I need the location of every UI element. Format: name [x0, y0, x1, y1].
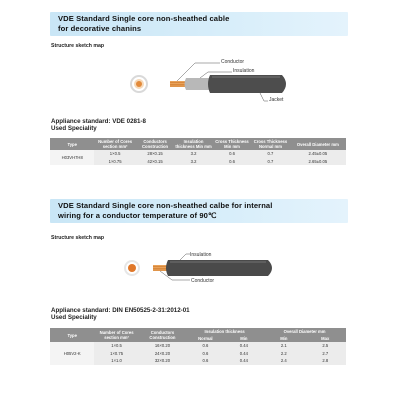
table-cell: 3.2	[174, 158, 212, 166]
table-row	[50, 357, 346, 365]
table-cell: 2.5	[305, 342, 346, 350]
section1-cross-section-conductor	[136, 81, 142, 87]
section1-callout-jacket: Jacket	[269, 97, 284, 103]
table-header-row	[50, 138, 346, 150]
header-cross-min: Cross Thickness Min mm	[213, 138, 251, 150]
header-insulation-min: Min	[225, 335, 263, 342]
header-cores: Number of Cores section mm²	[94, 138, 135, 150]
section1-standard-text: Appliance standard: VDE 0281-8	[51, 118, 146, 125]
table-cell: 1×0.5	[94, 342, 138, 350]
table-cell: 0.6	[186, 342, 224, 350]
section2-title-line1: VDE Standard Single core non-sheathed calbe for internal	[58, 201, 273, 210]
table-cell: 42×0.15	[136, 158, 174, 166]
section2-standard	[51, 307, 190, 322]
header-insulation: Insulation thickness Min mm	[175, 139, 212, 149]
table-cell: 0.6	[213, 158, 251, 166]
section2-title-banner	[50, 199, 348, 223]
table-cell: 1×0.75	[94, 350, 138, 358]
table-cell: 0.44	[225, 342, 263, 350]
section1-speciality-text: Used Speciality	[51, 125, 97, 133]
section1-spec-table	[50, 138, 346, 165]
table-cell: 0.6	[186, 350, 224, 358]
section1-title-line1: VDE Standard Single core non-sheathed cable	[58, 14, 230, 23]
table-cell: 0.7	[251, 150, 289, 158]
table-cell: 28×0.15	[136, 150, 174, 158]
type-cell: H03VH7H8	[50, 150, 94, 165]
table-cell: 0.44	[225, 350, 263, 358]
table-cell: 2.7	[305, 350, 346, 358]
section2-callout-conductor: Conductor	[191, 278, 215, 284]
section1-sketch-label: Structure sketch map	[51, 43, 105, 49]
table-cell: 0.7	[251, 158, 289, 166]
table-row	[50, 350, 346, 358]
section1-jacket	[208, 75, 286, 93]
table-cell: 0.6	[186, 357, 224, 365]
table-cell: 0.6	[213, 150, 251, 158]
header-overall: Overall Diameter mm	[263, 328, 346, 335]
header-type: Type	[50, 138, 94, 150]
table-cell: 2.2	[263, 350, 304, 358]
header-cross-normal: Cross Thickness Normal mm	[251, 138, 289, 150]
section1-insulation-layer	[185, 78, 212, 90]
section1-title-banner	[50, 12, 348, 36]
section2-sketch-label: Structure sketch map	[51, 235, 105, 241]
table-cell: 2.8	[305, 357, 346, 365]
header-type: Type	[50, 328, 94, 342]
table-cell: 1×1.0	[94, 357, 138, 365]
section2-cross-section-conductor	[128, 264, 136, 272]
header-insulation: Insulation thickness	[186, 328, 263, 335]
table-row	[50, 150, 346, 158]
table-cell: 1×0.5	[94, 150, 135, 158]
section1-title-line2: for decorative chanins	[58, 24, 142, 33]
section1-cable-sketch	[50, 55, 350, 115]
table-cell: 24×0.20	[139, 350, 186, 358]
section2-speciality-text: Used Speciality	[51, 314, 97, 322]
section1-callout-conductor: Conductor	[221, 59, 245, 65]
section2-callout-insulation: Insulation	[190, 252, 212, 258]
table-cell: 1×0.75	[94, 158, 135, 166]
section1-standard	[51, 118, 146, 133]
table-cell: 32×0.20	[139, 357, 186, 365]
header-overall: Overall Diameter mm	[290, 138, 346, 150]
table-row	[50, 158, 346, 166]
header-overall-max: Max	[305, 335, 346, 342]
table-cell: 2.45±0.05	[290, 150, 346, 158]
type-cell: H05V2-K	[50, 342, 94, 365]
header-overall-min: Min	[263, 335, 304, 342]
table-row	[50, 342, 346, 350]
header-construction: Conductors Construction	[136, 138, 174, 150]
table-header-row	[50, 328, 346, 335]
header-cores: Number of Cores section mm²	[94, 328, 138, 342]
section1-callout-insulation: Insulation	[233, 68, 255, 74]
table-cell: 3.2	[174, 150, 212, 158]
section2-title-line2: wiring for a conductor temperature of 90℃	[58, 211, 217, 220]
section2-standard-text: Appliance standard: DIN EN50525-2-31:2012-01	[51, 307, 190, 314]
table-cell: 16×0.20	[139, 342, 186, 350]
header-insulation-normal: Normal	[186, 335, 224, 342]
header-construction: Conductors Construction	[139, 328, 186, 342]
table-cell: 2.1	[263, 342, 304, 350]
table-cell: 2.65±0.05	[290, 158, 346, 166]
table-cell: 2.4	[263, 357, 304, 365]
table-cell: 0.44	[225, 357, 263, 365]
section2-spec-table	[50, 328, 346, 365]
